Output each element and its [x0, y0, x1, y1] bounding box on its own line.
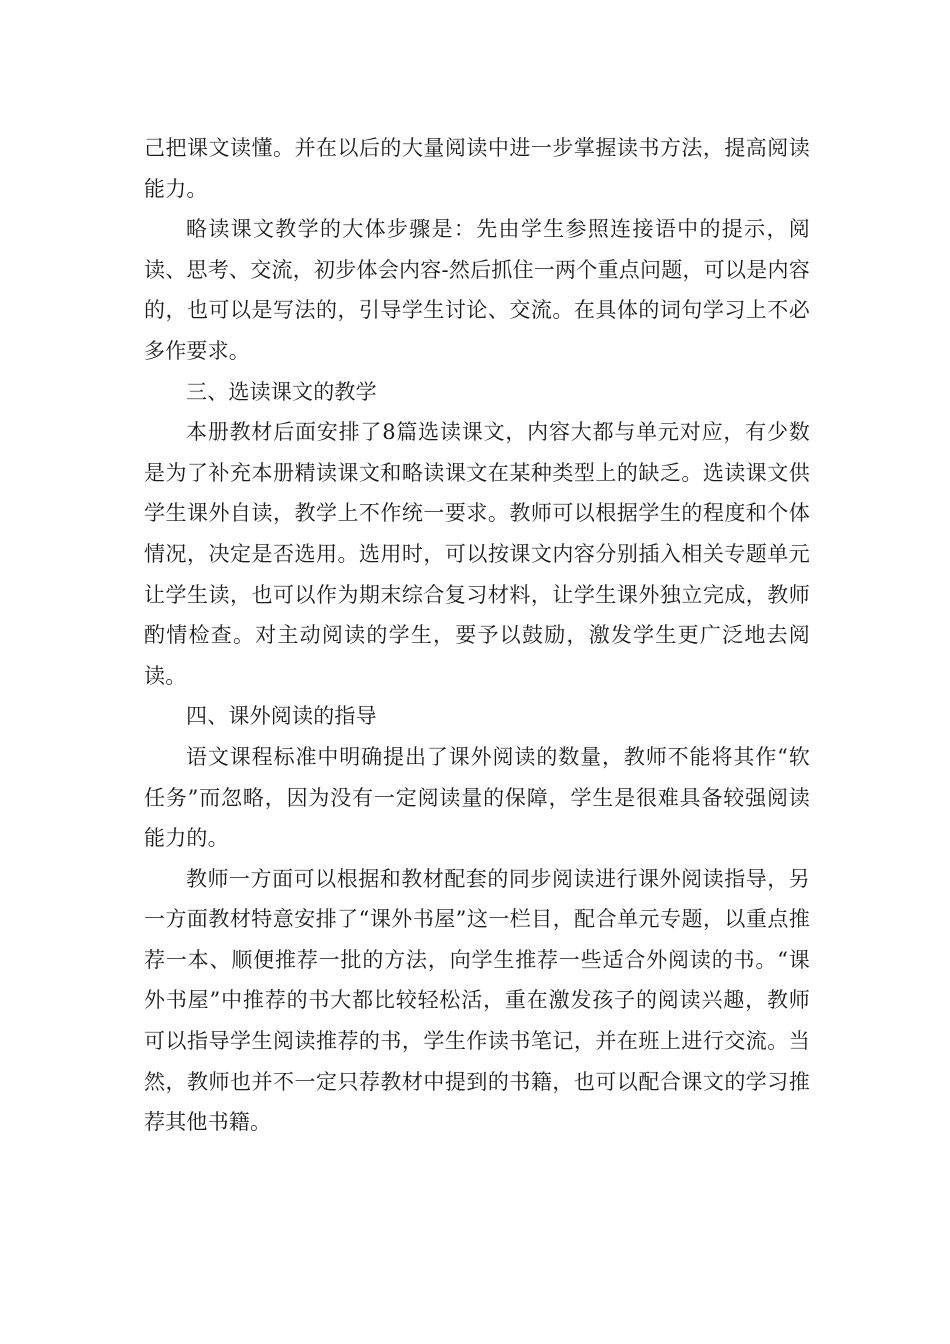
section-heading-3: 三、选读课文的教学	[186, 379, 377, 404]
paragraph-skim-reading-steps: 略读课文教学的大体步骤是：先由学生参照连接语中的提示，阅读、思考、交流，初步体会内容-然后抓住一两个重点问题，可以是内容的，也可以是写法的，引导学生讨论、交流。在具体的词句学习上不必多作要求。	[144, 217, 810, 363]
paragraph-continuation: 己把课文读懂。并在以后的大量阅读中进一步掌握读书方法，提高阅读能力。	[144, 136, 810, 201]
paragraph-reading-standard: 语文课程标准中明确提出了课外阅读的数量，教师不能将其作“软任务”而忽略，因为没有一定阅读量的保障，学生是很难具备较强阅读能力的。	[144, 744, 810, 851]
document-body	[144, 128, 810, 1143]
section-heading-4: 四、课外阅读的指导	[186, 704, 377, 729]
paragraph-optional-texts: 本册教材后面安排了8篇选读课文，内容大都与单元对应，有少数是为了补充本册精读课文和略读课文在某种类型上的缺乏。选读课文供学生课外自读，教学上不作统一要求。教师可以根据学生的程度和个体情况，决定是否选用。选用时，可以按课文内容分别插入相关专题单元让学生读，也可以作为期末综合复习材料，让学生课外独立完成，教师酌情检查。对主动阅读的学生，要予以鼓励，激发学生更广泛地去阅读。	[144, 420, 810, 688]
paragraph-extracurricular-guidance: 教师一方面可以根据和教材配套的同步阅读进行课外阅读指导，另一方面教材特意安排了“课外书屋”这一栏目，配合单元专题，以重点推荐一本、顺便推荐一批的方法，向学生推荐一些适合外阅读的书。“课外书屋”中推荐的书大都比较轻松活，重在激发孩子的阅读兴趣，教师可以指导学生阅读推荐的书，学生作读书笔记，并在班上进行交流。当然，教师也并不一定只荐教材中提到的书籍，也可以配合课文的学习推荐其他书籍。	[144, 866, 810, 1135]
